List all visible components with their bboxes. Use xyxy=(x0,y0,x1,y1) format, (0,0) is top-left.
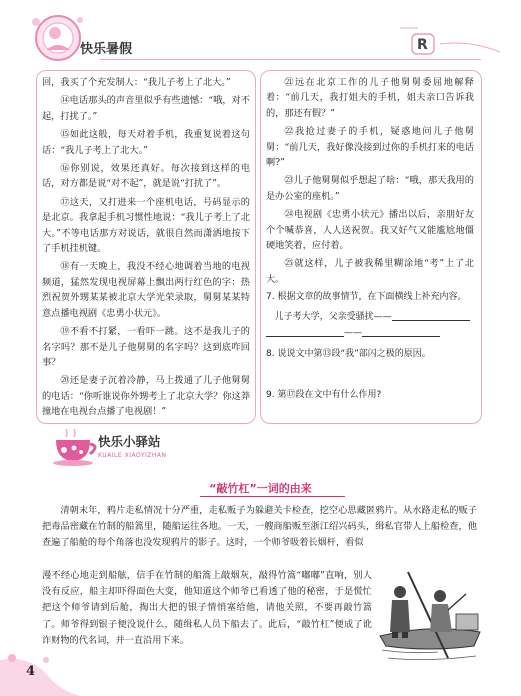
q7-separator: —— xyxy=(344,327,362,338)
article-paragraph: 漫不经心地走到船舷，信手在竹制的船篙上敲烟灰，敲得竹篙“嘟嘟”直响，别人没有反应，船主却吓得面色大变，他知道这个师爷已看透了他的秘密，于是慌忙把这个师爷请到后舱，掏出大把的银子情悄塞给他，请他关照，不要再敲竹篙了。师爷得到银子便没说什么，随缉私人员下船去了。此后，“敲竹杠”便成了讹诈财物的代名词，并一直沿用下来。 xyxy=(42,570,372,646)
right-paragraph: ㉓儿子他舅舅似乎想起了啥：“哦，那天我用的是办公室的座机。” xyxy=(266,175,474,202)
right-column xyxy=(266,75,474,408)
answer-blank[interactable] xyxy=(362,327,440,337)
header-letter: R xyxy=(417,37,428,53)
section-title: 快乐小驿站 xyxy=(98,434,161,449)
left-paragraph: ⑲不看不打紧，一看吓一跳。这不是我儿子的名字吗？那不是儿子他舅舅的名字吗？这到底咋回事？ xyxy=(42,326,250,368)
footer-decoration xyxy=(0,640,80,696)
article-title-underline xyxy=(200,496,345,497)
right-paragraph: ㉕就这样，儿子被我稀里糊涂地“考”上了北大。 xyxy=(266,258,474,285)
left-paragraph: ⑱有一天晚上，我没不经心地调着当地的电视频道，猛然发现电视屏幕上飘出两行红色的字：热烈祝贺外甥某某被北京大学光荣录取，舅舅某某特意点播电视剧《忠勇小状元》。 xyxy=(42,261,250,319)
question-7: 7. 根据文章的故事情节，在下面横线上补充内容。 xyxy=(266,292,467,303)
answer-blank[interactable] xyxy=(266,327,344,337)
page-number: 4 xyxy=(26,664,36,679)
left-column xyxy=(42,75,250,423)
article-title: “敲竹杠”一词的由来 xyxy=(209,482,312,495)
left-paragraph: ⑳还是妻子沉着冷静，马上拨通了儿子他舅舅的电话：“你听谁说你外甥考上了北京大学？你这莽撞地在电视台点播了电视剧！” xyxy=(42,375,250,418)
question-7-blanks xyxy=(266,310,474,341)
right-paragraph: ㉑远在北京工作的儿子他舅舅委屈地解释着：“前几天，我打姐夫的手机，姐夫亲口告诉我的，那还有假？” xyxy=(266,77,474,119)
question-9: 9. 第⑰段在文中有什么作用? xyxy=(266,390,382,401)
left-paragraph: ⑭电话那头的声音里似乎有些遗憾：“哦，对不起，打扰了。” xyxy=(42,95,250,122)
right-paragraph: ㉔电视剧《忠勇小状元》播出以后，亲朋好友个个喊恭喜，人人送祝贺。我又好气又能尴尬地僵硬地笑着，应付着。 xyxy=(266,209,474,252)
left-paragraph: ⑮如此这般，每天对着手机，我重复说着这句话：“我儿子考上了北大。” xyxy=(42,129,250,156)
article-body-top xyxy=(42,503,477,552)
header-rule xyxy=(100,59,481,60)
q7-line-start: 儿子考大学，父亲受骚扰—— xyxy=(274,312,392,323)
right-paragraph: ㉒我抢过妻子的手机，疑惑地问儿子他舅舅：“前几天，我好像没接到过你的手机打来的电话啊?” xyxy=(266,126,474,169)
left-paragraph: ⑯你别说，效果还真好。每次接到这样的电话，对方都是说“对不起”，就是说“打扰了”。 xyxy=(42,163,250,190)
section-subtitle: KUAILE XIAOYIZHAN xyxy=(98,452,167,459)
answer-blank[interactable] xyxy=(392,311,470,321)
left-paragraph: 回，我买了个充发制人：“我儿子考上了北大。” xyxy=(42,77,231,88)
question-8: 8. 说说文中第⑬段“我”部闪之极的原因。 xyxy=(266,349,431,360)
boat-illustration xyxy=(378,566,482,666)
header-title: 快乐暑假 xyxy=(80,42,133,57)
article-paragraph: 清朝末年，鸦片走私情况十分严重，走私贩子为躲避关卡检查，挖空心思藏匿鸦片。从水路走私的贩子把毒品密藏在竹制的船篙里，随船运往各地。一天，一艘商船贩至浙江绍兴码头，缉私官带人上船检查，他查遍了船舱的每个角落也没发现鸦片的影子。这时，一个师爷吸着长烟杆，看似 xyxy=(42,505,477,549)
article-body-bottom xyxy=(42,568,372,649)
left-paragraph: ⑰这天，又打进来一个座机电话，号码显示的是北京。我拿起手机习惯性地说：“我儿子考上了北大。”不等电话那方对说话，就很自然而潇洒地按下了手机挂机键。 xyxy=(42,196,250,255)
